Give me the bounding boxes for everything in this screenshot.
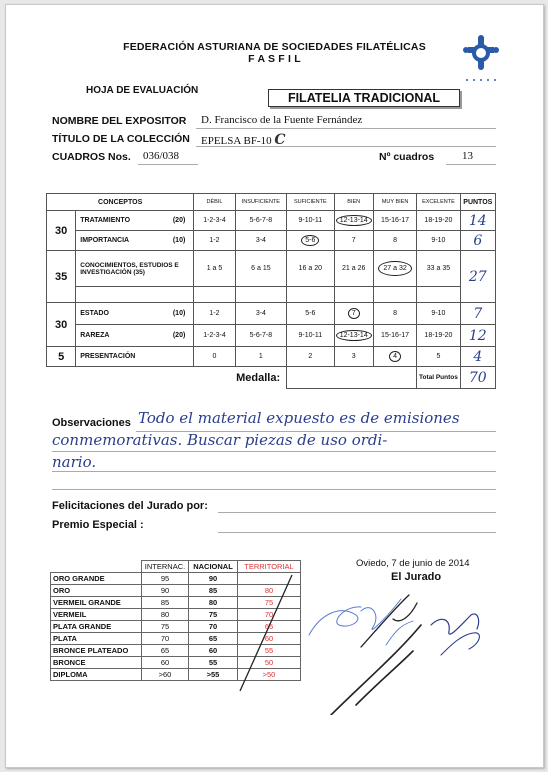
score-range-selected: 12-13-14 <box>334 325 373 347</box>
frame-count-value: 13 <box>462 150 473 162</box>
collection-handwritten-mark: C <box>274 132 286 148</box>
score-range: 8 <box>373 303 416 325</box>
points-value: 27 <box>460 251 495 303</box>
place-date: Oviedo, 7 de junio de 2014 <box>356 558 470 569</box>
table-row <box>47 347 496 367</box>
total-value: 70 <box>460 367 495 389</box>
score-range-selected: 5-6 <box>287 231 334 251</box>
group-max-1: 30 <box>47 211 76 251</box>
concept-label: PRESENTACIÓN <box>76 347 194 367</box>
federation-name: FEDERACIÓN ASTURIANA DE SOCIEDADES FILATÉLICAS <box>123 41 426 53</box>
score-range: 1 <box>235 347 286 367</box>
score-range: 1-2-3-4 <box>194 325 235 347</box>
frames-label: CUADROS Nos. <box>52 151 131 163</box>
score-range: 9-10-11 <box>287 325 334 347</box>
col-header-concepts: CONCEPTOS <box>47 194 194 211</box>
table-row <box>47 303 496 325</box>
group-max-4: 5 <box>47 347 76 367</box>
table-row <box>47 325 496 347</box>
table-row <box>47 231 496 251</box>
evaluation-table <box>46 193 496 389</box>
score-range: 5-6-7-8 <box>235 211 286 231</box>
observations-line-3: nario. <box>52 453 97 471</box>
table-row: BRONCE PLATEADO 65 60 55 <box>51 645 301 657</box>
score-range: 5-6 <box>287 303 334 325</box>
concept-label: IMPORTANCIA (10) <box>76 231 194 251</box>
table-row: VERMEIL 80 75 70 <box>51 609 301 621</box>
concept-label: ESTADO (10) <box>76 303 194 325</box>
score-range: 3-4 <box>235 231 286 251</box>
score-range: 6 a 15 <box>235 251 286 287</box>
exhibitor-name-label: NOMBRE DEL EXPOSITOR <box>52 115 187 127</box>
score-range: 18-19-20 <box>417 325 460 347</box>
medal-field <box>287 367 417 389</box>
score-range: 21 a 26 <box>334 251 373 287</box>
col-header-puntos: PUNTOS <box>460 194 495 211</box>
score-range: 5-6-7-8 <box>235 325 286 347</box>
score-range: 1 a 5 <box>194 251 235 287</box>
exhibitor-name-value: D. Francisco de la Fuente Fernández <box>201 114 363 126</box>
col-header-bien: BIEN <box>334 194 373 211</box>
table-row: BRONCE 60 55 50 <box>51 657 301 669</box>
score-range: 3-4 <box>235 303 286 325</box>
score-range: 18-19-20 <box>417 211 460 231</box>
table-row: PLATA GRANDE 75 70 65 <box>51 621 301 633</box>
points-value: 14 <box>460 211 495 231</box>
category-title: FILATELIA TRADICIONAL <box>287 91 441 105</box>
table-row: PLATA 70 65 60 <box>51 633 301 645</box>
score-range-selected: 12-13-14 <box>334 211 373 231</box>
category-box <box>268 89 460 107</box>
col-header-muy-bien: MUY BIEN <box>373 194 416 211</box>
score-range: 15-16-17 <box>373 211 416 231</box>
score-range: 1-2 <box>194 303 235 325</box>
group-max-2: 35 <box>47 251 76 303</box>
observations-line-2: conmemorativas. Buscar piezas de uso ordi- <box>52 431 388 449</box>
table-row: VERMEIL GRANDE 85 80 75 <box>51 597 301 609</box>
score-range: 8 <box>373 231 416 251</box>
sheet-title: HOJA DE EVALUACIÓN <box>86 85 199 96</box>
premio-especial-label: Premio Especial : <box>52 519 144 531</box>
evaluation-sheet <box>5 4 544 768</box>
score-range: 1-2-3-4 <box>194 211 235 231</box>
table-row: DIPLOMA >60 >55 >50 <box>51 669 301 681</box>
federation-acronym: F A S F I L <box>248 53 301 65</box>
concept-label: CONOCIMIENTOS, ESTUDIOS E INVESTIGACIÓN (35) <box>76 251 194 287</box>
territorial-strike-mark <box>234 573 296 693</box>
jury-signatures-icon <box>301 585 511 715</box>
score-range: 7 <box>334 231 373 251</box>
score-range: 9-10 <box>417 231 460 251</box>
score-range: 0 <box>194 347 235 367</box>
grade-header-nacional: NACIONAL <box>189 561 238 573</box>
score-range-selected: 27 a 32 <box>373 251 416 287</box>
score-range: 15-16-17 <box>373 325 416 347</box>
table-row: ORO 90 85 80 <box>51 585 301 597</box>
col-header-insuficiente: INSUFICIENTE <box>235 194 286 211</box>
score-range: 5 <box>417 347 460 367</box>
score-range: 33 a 35 <box>417 251 460 287</box>
col-header-debil: DÉBIL <box>194 194 235 211</box>
points-value: 4 <box>460 347 495 367</box>
felicitaciones-label: Felicitaciones del Jurado por: <box>52 500 208 512</box>
table-row <box>47 251 496 287</box>
score-range: 9-10 <box>417 303 460 325</box>
federation-logo-icon <box>461 35 501 83</box>
medal-label: Medalla: <box>236 371 281 384</box>
grade-header-internacional: INTERNAC. <box>142 561 189 573</box>
points-value: 12 <box>460 325 495 347</box>
concept-label: RAREZA (20) <box>76 325 194 347</box>
score-range: 3 <box>334 347 373 367</box>
total-label: Total Puntos <box>417 367 460 389</box>
frames-value: 036/038 <box>143 150 180 162</box>
group-max-3: 30 <box>47 303 76 347</box>
grade-header-territorial: TERRITORIAL <box>238 561 301 573</box>
score-range-selected: 7 <box>334 303 373 325</box>
score-range: 2 <box>287 347 334 367</box>
score-range: 9-10-11 <box>287 211 334 231</box>
col-header-excelente: EXCELENTE <box>417 194 460 211</box>
score-range: 16 a 20 <box>287 251 334 287</box>
observations-label: Observaciones <box>52 417 131 429</box>
points-value: 7 <box>460 303 495 325</box>
jury-label: El Jurado <box>391 571 442 583</box>
col-header-suficiente: SUFICIENTE <box>287 194 334 211</box>
collection-title-value: EPELSA BF-10 C <box>201 132 286 148</box>
score-range: 1-2 <box>194 231 235 251</box>
table-row: ORO GRANDE 95 90 <box>51 573 301 585</box>
observations-line-1: Todo el material expuesto es de emisiones <box>138 409 460 427</box>
frame-count-label: Nº cuadros <box>379 151 435 163</box>
table-row <box>47 211 496 231</box>
points-value: 6 <box>460 231 495 251</box>
concept-label: TRATAMIENTO (20) <box>76 211 194 231</box>
collection-title-label: TÍTULO DE LA COLECCIÓN <box>52 133 190 145</box>
score-range-selected: 4 <box>373 347 416 367</box>
